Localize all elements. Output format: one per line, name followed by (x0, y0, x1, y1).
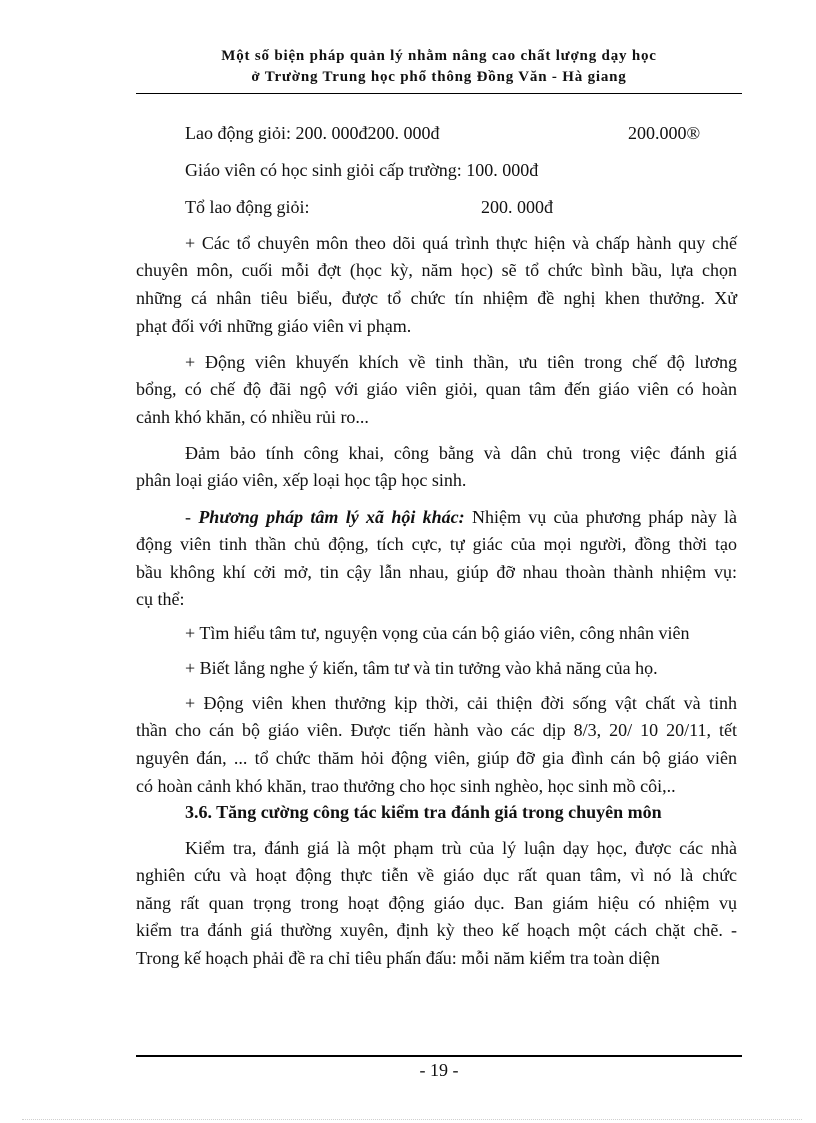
bullet-1: + Tìm hiểu tâm tư, nguyện vọng của cán bộ giáo viên, công nhân viên (185, 623, 690, 643)
para4-line-4: cụ thể: (136, 589, 185, 609)
para1-line-3: những cá nhân tiêu biểu, được tổ chức tín nhiệm đề nghị khen thưởng. Xử (136, 288, 737, 308)
para2-line-2: bổng, có chế độ đãi ngộ với giáo viên giỏi, quan tâm đến giáo viên có hoàn (136, 379, 737, 399)
header-line-1: Một số biện pháp quản lý nhằm nâng cao chất lượng dạy học (221, 48, 657, 64)
reward-row-3-label: Tổ lao động giỏi: (185, 197, 310, 217)
footer-divider (136, 1055, 742, 1057)
para1-line-1: + Các tổ chuyên môn theo dõi quá trình thực hiện và chấp hành quy chế (185, 233, 737, 253)
para1-line-2: chuyên môn, cuối mỗi đợt (học kỳ, năm học) sẽ tổ chức bình bầu, lựa chọn (136, 260, 737, 280)
para5-line-3: nguyên đán, ... tổ chức thăm hỏi động viên, giúp đỡ gia đình cán bộ giáo viên (136, 748, 737, 768)
para2-line-1: + Động viên khuyến khích về tinh thần, ưu tiên trong chế độ lương (185, 352, 737, 372)
section-heading: 3.6. Tăng cường công tác kiểm tra đánh giá trong chuyên môn (185, 802, 662, 822)
para3-line-1: Đảm bảo tính công khai, công bằng và dân chủ trong việc đánh giá (185, 443, 737, 463)
para6-line-1: Kiểm tra, đánh giá là một phạm trù của lý luận dạy học, được các nhà (185, 838, 737, 858)
reward-row-1-value: 200.000® (628, 123, 701, 143)
para5-line-4: có hoàn cảnh khó khăn, trao thưởng cho học sinh nghèo, học sinh mồ côi,.. (136, 776, 676, 796)
para4-line-1 (185, 505, 737, 529)
para3-line-2: phân loại giáo viên, xếp loại học tập học sinh. (136, 470, 467, 490)
header-title (136, 46, 742, 88)
page-number: - 19 - (419, 1060, 459, 1080)
para1-line-4: phạt đối với những giáo viên vi phạm. (136, 316, 412, 336)
header-divider (136, 93, 742, 94)
para2-line-3: cảnh khó khăn, có nhiều rủi ro... (136, 407, 369, 427)
para4-line-2: động viên tinh thần chủ động, tích cực, tự giác của mọi người, đồng thời tạo (136, 534, 737, 554)
reward-row-1-label: Lao động giỏi: 200. 000đ200. 000đ (185, 123, 440, 143)
para4-dash: - (185, 507, 199, 527)
header-line-2: ở Trường Trung học phổ thông Đồng Văn - Hà giang (251, 69, 627, 85)
para6-line-5: Trong kế hoạch phải đề ra chỉ tiêu phấn đấu: mỗi năm kiểm tra toàn diện (136, 948, 660, 968)
para6-line-2: nghiên cứu và hoạt động thực tiễn về giáo dục rất quan tâm, vì nó là chức (136, 865, 737, 885)
bullet-2: + Biết lắng nghe ý kiến, tâm tư và tin tưởng vào khả năng của họ. (185, 658, 658, 678)
para4-line-1-rest: Nhiệm vụ của phương pháp này là (464, 507, 738, 527)
para6-line-3: năng rất quan trọng trong hoạt động giáo dục. Ban giám hiệu có nhiệm vụ (136, 893, 737, 913)
para4-method-title: Phương pháp tâm lý xã hội khác: (198, 507, 465, 527)
para6-line-4: kiểm tra đánh giá thường xuyên, định kỳ theo kế hoạch một cách chặt chẽ. - (136, 920, 737, 940)
para5-line-2: thần cho cán bộ giáo viên. Được tiến hành vào các dịp 8/3, 20/ 10 20/11, tết (136, 720, 737, 740)
page-edge-marker (22, 1119, 802, 1120)
para5-line-1: + Động viên khen thưởng kịp thời, cải thiện đời sống vật chất và tinh (185, 693, 737, 713)
para4-line-3: bầu không khí cởi mở, tin cậy lẫn nhau, giúp đỡ nhau thoàn thành nhiệm vụ: (136, 562, 737, 582)
reward-row-3-value: 200. 000đ (481, 197, 553, 217)
reward-row-2-label: Giáo viên có học sinh giỏi cấp trường: 100. 000đ (185, 160, 539, 180)
